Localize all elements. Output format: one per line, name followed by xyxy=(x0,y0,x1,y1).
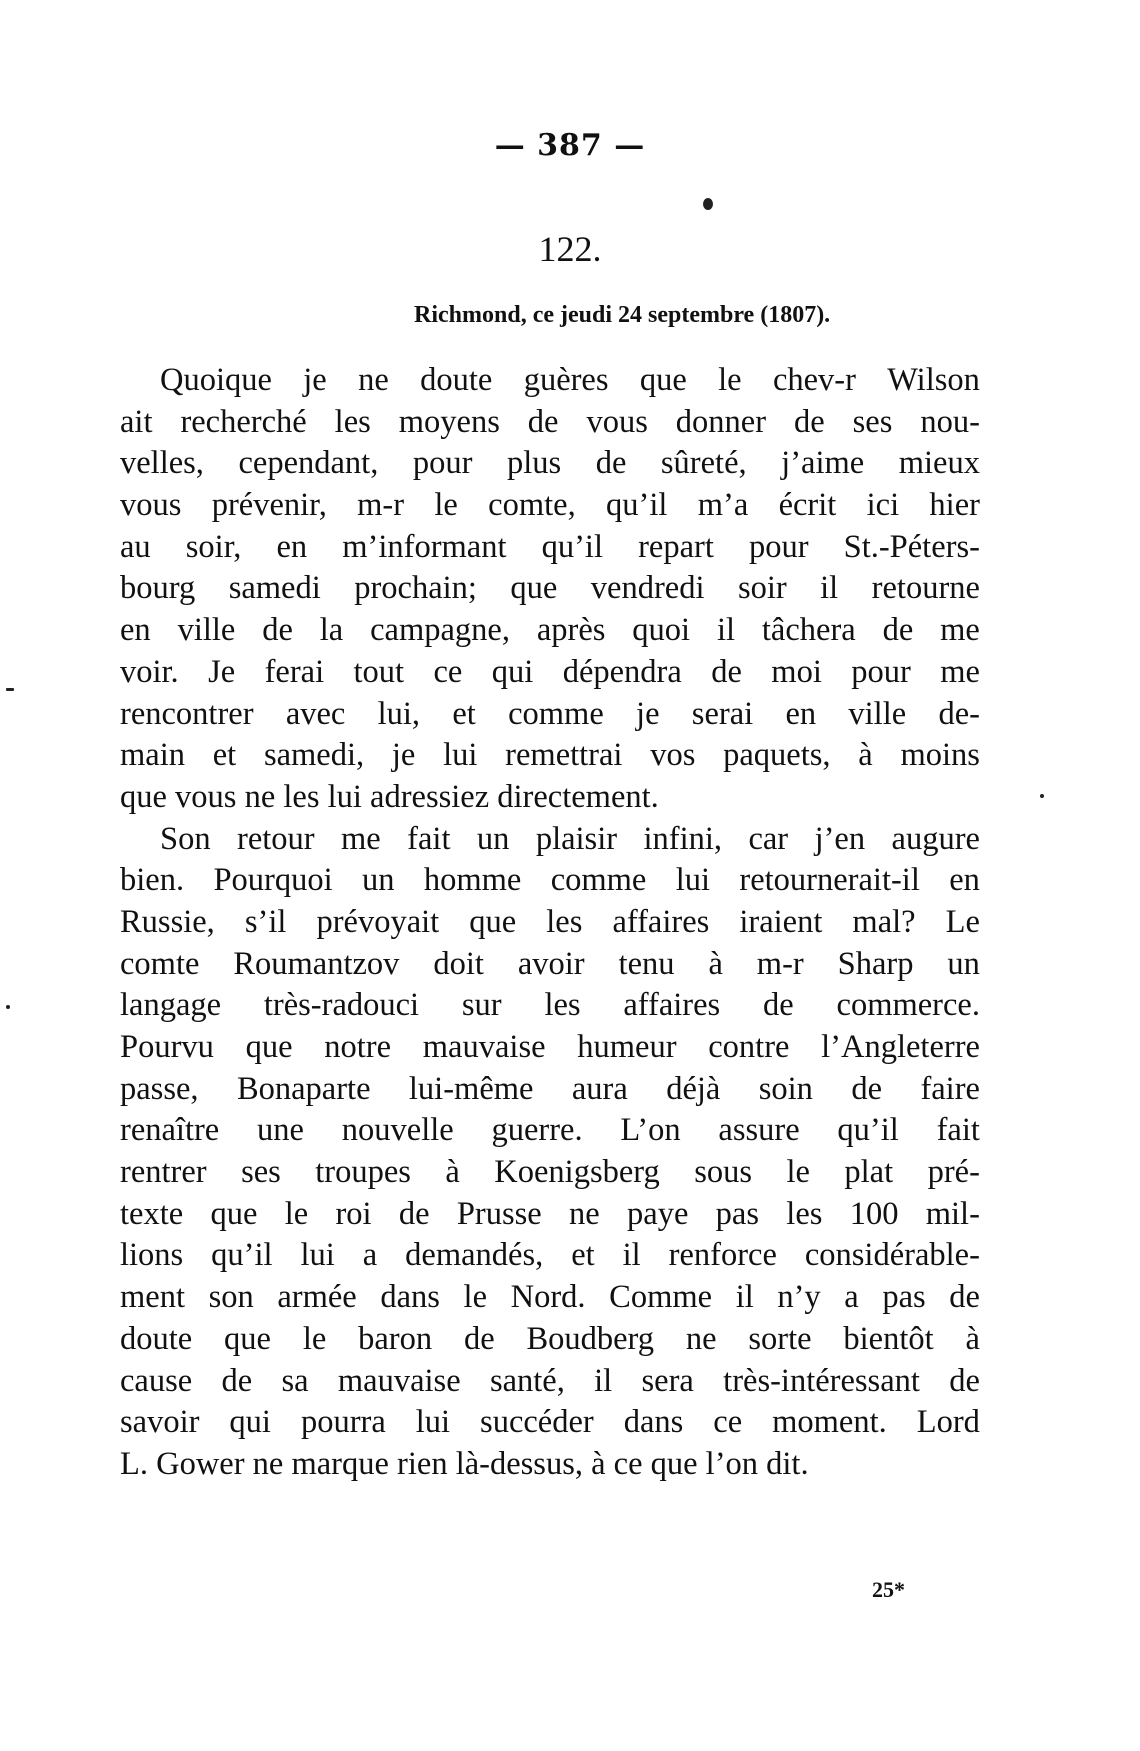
text-line: lions qu’il lui a demandés, et il renforce considérable- xyxy=(120,1237,980,1274)
text-line: en ville de la campagne, après quoi il tâchera de me xyxy=(120,612,980,649)
text-line: velles, cependant, pour plus de sûreté, j’aime mieux xyxy=(120,445,980,482)
letter-body xyxy=(120,360,980,1486)
letter-number: 122. xyxy=(538,229,602,269)
text-line: langage très-radouci sur les affaires de commerce. xyxy=(120,987,980,1024)
text-line: Quoique je ne doute guères que le chev-r Wilson xyxy=(160,362,980,398)
text-line: L. Gower ne marque rien là-dessus, à ce que l’on dit. xyxy=(120,1445,809,1482)
text-line: voir. Je ferai tout ce qui dépendra de moi pour me xyxy=(120,653,980,690)
text-line: Son retour me fait un plaisir infini, car j’en augure xyxy=(160,820,980,857)
text-line: vous prévenir, m-r le comte, qu’il m’a écrit ici hier xyxy=(120,487,980,524)
text-line: bien. Pourquoi un homme comme lui retournerait-il en xyxy=(120,862,980,899)
text-line: au soir, en m’informant qu’il repart pour St.-Péters- xyxy=(120,528,980,565)
text-line: Pourvu que notre mauvaise humeur contre l’Angleterre xyxy=(120,1029,980,1065)
text-line: cause de sa mauvaise santé, il sera très-intéressant de xyxy=(120,1362,980,1399)
text-line: ment son armée dans le Nord. Comme il n’y a pas de xyxy=(120,1279,980,1316)
text-line: doute que le baron de Boudberg ne sorte bientôt à xyxy=(120,1320,980,1357)
text-line: Russie, s’il prévoyait que les affaires iraient mal? Le xyxy=(120,903,980,940)
ink-speck xyxy=(6,1005,10,1009)
text-line: savoir qui pourra lui succéder dans ce moment. Lord xyxy=(120,1404,980,1441)
ink-speck xyxy=(6,688,14,691)
text-line: rencontrer avec lui, et comme je serai en ville de- xyxy=(120,695,980,732)
dateline: Richmond, ce jeudi 24 septembre (1807). xyxy=(414,302,831,328)
ink-speck xyxy=(703,198,713,210)
text-line: renaître une nouvelle guerre. L’on assure qu’il fait xyxy=(120,1112,980,1149)
text-line: que vous ne les lui adressiez directement. xyxy=(120,778,659,815)
text-line: main et samedi, je lui remettrai vos paquets, à moins xyxy=(120,737,980,774)
text-line: texte que le roi de Prusse ne paye pas les 100 mil- xyxy=(120,1195,980,1232)
text-line: passe, Bonaparte lui-même aura déjà soin de faire xyxy=(120,1070,980,1107)
ink-speck xyxy=(1040,794,1044,798)
signature-mark: 25* xyxy=(872,1577,905,1602)
page-number: — 387 — xyxy=(494,128,646,163)
text-line: rentrer ses troupes à Koenigsberg sous le plat pré- xyxy=(120,1154,980,1191)
text-line: bourg samedi prochain; que vendredi soir il retourne xyxy=(120,570,980,607)
text-line: ait recherché les moyens de vous donner de ses nou- xyxy=(120,403,980,440)
text-line: comte Roumantzov doit avoir tenu à m-r Sharp un xyxy=(120,945,980,982)
